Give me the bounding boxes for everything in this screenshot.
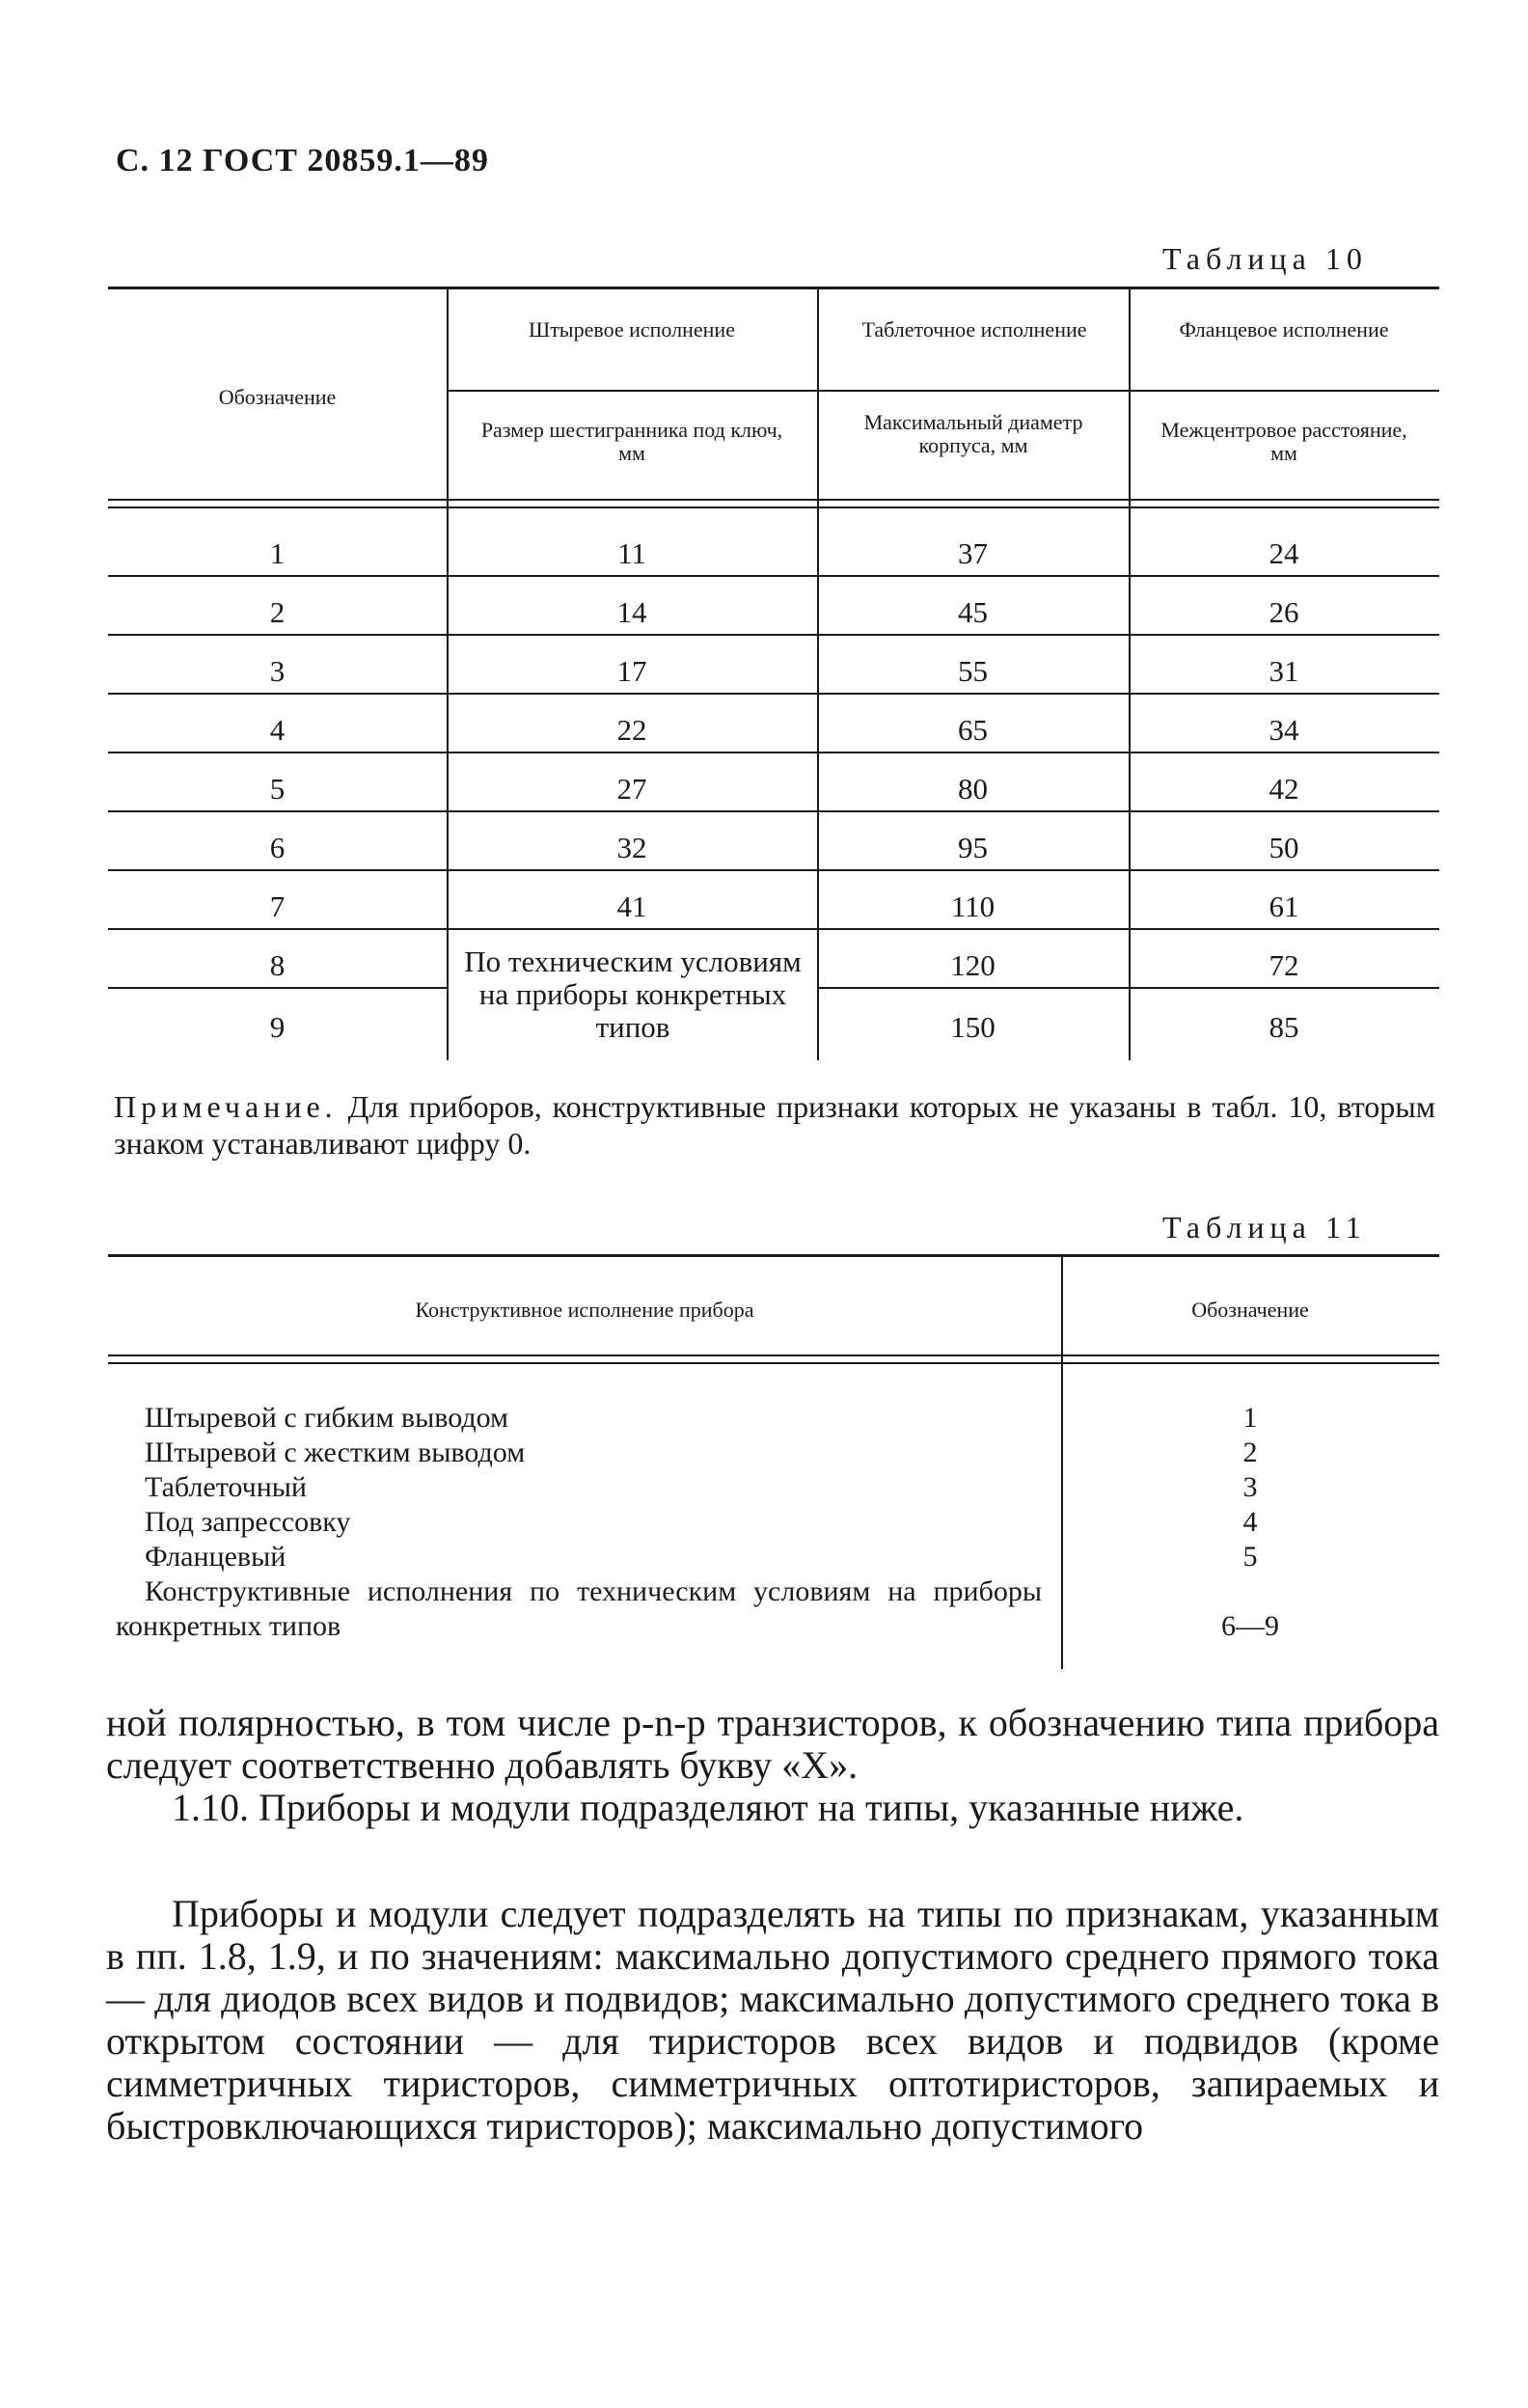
table10-merged-note: По техническим условиям на приборы конкретных типов (464, 944, 802, 1044)
table11-row-6: Конструктивные исполнения по техническим условиям на приборы конкретных типов (116, 1575, 1042, 1642)
table10-col-designation: Обозначение (218, 385, 337, 409)
table11-caption: Таблица 11 (1162, 1210, 1367, 1245)
table11-row-2: Штыревой с жестким выводом (145, 1437, 526, 1468)
table10-group1-sub: Размер шестигранника под ключ, мм (480, 418, 783, 465)
body-paragraph-1: ной полярностью, в том числе p-n-p транзисторов, к обозначению типа прибора следует соответственно добавлять букву «X». (106, 1701, 1439, 1787)
table10-caption: Таблица 10 (1162, 241, 1368, 276)
table10-note (114, 1088, 1435, 1162)
table10-group3-sub: Межцентровое расстояние, мм (1160, 418, 1407, 465)
table11-col-designation: Обозначение (1191, 1298, 1309, 1322)
note-text: Для приборов, конструктивные признаки которых не указаны в табл. 10, вторым знаком устанавливают цифру 0. (114, 1089, 1436, 1161)
table10-group2-title: Таблеточное исполнение (861, 317, 1087, 342)
table10-group1-title: Штыревое исполнение (529, 317, 735, 342)
note-label: Примечание. (114, 1089, 338, 1124)
table10-header-rule (108, 499, 1439, 501)
table11-row-5: Фланцевый (145, 1541, 286, 1573)
table11-row-1: Штыревой с гибким выводом (145, 1402, 509, 1434)
table10-group2-sub: Максимальный диаметр корпуса, мм (863, 410, 1083, 457)
table10-top-rule (108, 287, 1439, 289)
table11-row-4: Под запрессовку (145, 1506, 351, 1538)
body-paragraph-3: Приборы и модули следует подразделять на типы по признакам, указанным в пп. 1.8, 1.9, и по значениям: максимально допустимого среднего прямого тока — для диодов всех видов и подвидов; максимально допустимого среднего тока в открытом состоянии — для тиристоров всех видов и подвидов (кроме симметричных тиристоров, симметричных оптотиристоров, запираемых и быстровключающихся тиристоров); максимально допустимого (106, 1892, 1439, 2148)
table11-row-3: Таблеточный (145, 1471, 307, 1503)
body-paragraph-2: 1.10. Приборы и модули подразделяют на типы, указанные ниже. (172, 1786, 1244, 1829)
table10-group3-title: Фланцевое исполнение (1179, 317, 1389, 342)
running-header: С. 12 ГОСТ 20859.1—89 (116, 143, 489, 178)
table11-col-construction: Конструктивное исполнение прибора (415, 1298, 754, 1322)
